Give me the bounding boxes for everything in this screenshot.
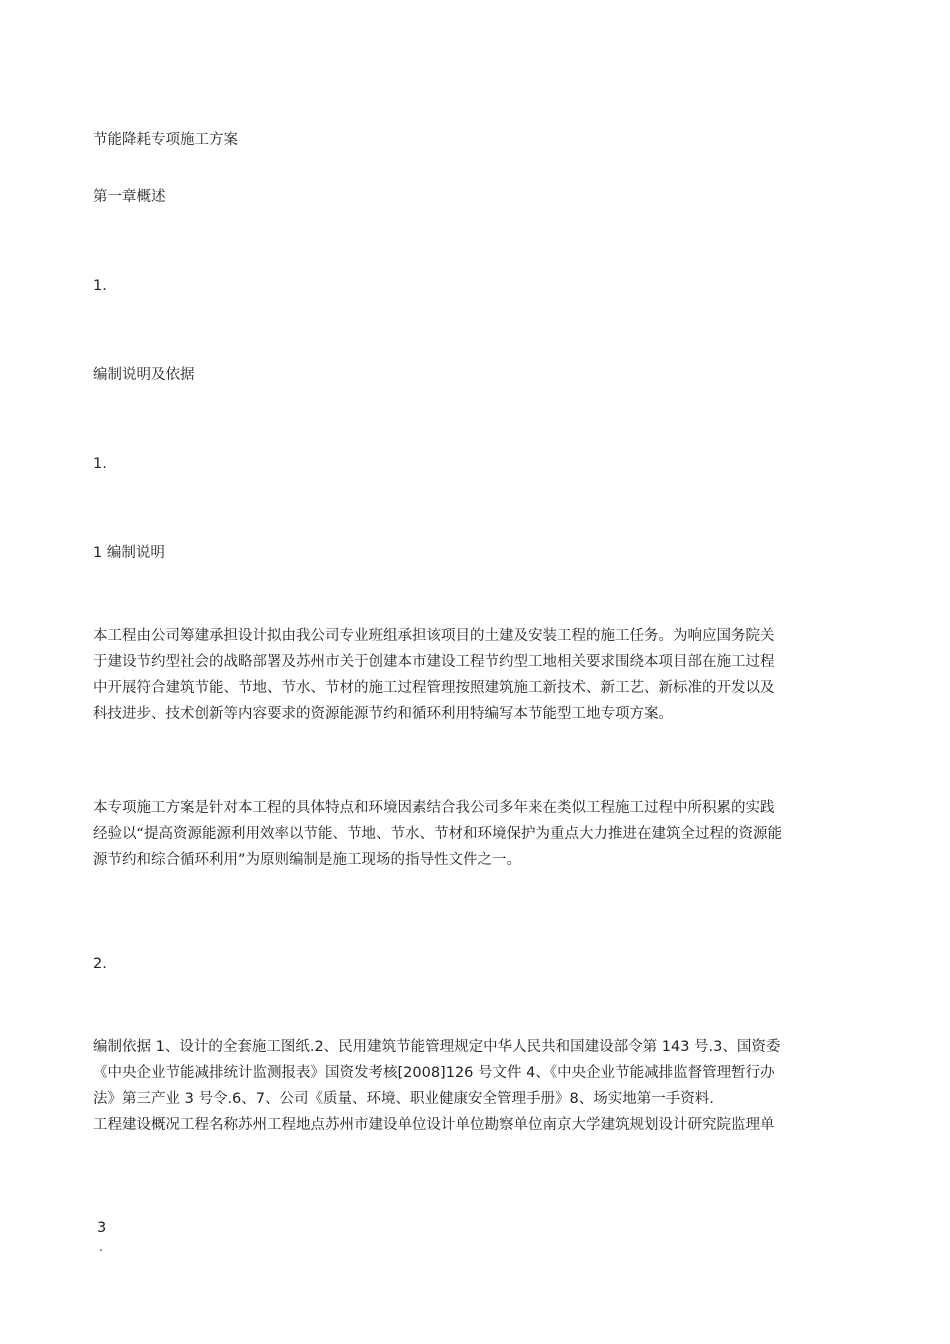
document-title: 节能降耗专项施工方案 — [93, 132, 238, 148]
paragraph-line: 中开展符合建筑节能、节地、节水、节材的施工过程管理按照建筑施工新技术、新工艺、新标准的开发以及 — [93, 680, 775, 696]
paragraph-line: 本工程由公司筹建承担设计拟由我公司专业班组承担该项目的土建及安装工程的施工任务。为响应国务院关 — [93, 628, 775, 644]
paragraph-line: 本专项施工方案是针对本工程的具体特点和环境因素结合我公司多年来在类似工程施工过程中所积累的实践 — [93, 800, 775, 816]
subsection-number: 1. — [93, 456, 107, 472]
subsection-heading: 1 编制说明 — [93, 545, 165, 561]
chapter-heading: 第一章概述 — [93, 189, 166, 205]
paragraph-basis — [93, 1034, 861, 1138]
paragraph-line: 科技进步、技术创新等内容要求的资源能源节约和循环利用特编写本节能型工地专项方案。 — [93, 706, 673, 722]
section-heading: 编制说明及依据 — [93, 367, 195, 383]
paragraph-line: 于建设节约型社会的战略部署及苏州市关于创建本市建设工程节约型工地相关要求围绕本项目部在施工过程 — [93, 654, 775, 670]
paragraph-overview — [93, 623, 861, 727]
paragraph-line: 工程建设概况工程名称苏州工程地点苏州市建设单位设计单位勘察单位南京大学建筑规划设计研究院监理单 — [93, 1117, 775, 1133]
paragraph-purpose — [93, 795, 861, 873]
page-number-dot: . — [99, 1240, 103, 1254]
section-number: 2. — [93, 956, 107, 972]
section-number: 1. — [93, 278, 107, 294]
paragraph-line: 《中央企业节能减排统计监测报表》国资发考核[2008]126 号文件 4、《中央企业节能减排监督管理暂行办 — [93, 1065, 775, 1081]
paragraph-line: 经验以“提高资源能源利用效率以节能、节地、节水、节材和环境保护为重点大力推进在建筑全过程的资源能 — [93, 826, 783, 842]
page-number: 3 — [97, 1220, 107, 1236]
paragraph-line: 源节约和综合循环利用”为原则编制是施工现场的指导性文件之一。 — [93, 852, 522, 868]
paragraph-line: 编制依据 1、设计的全套施工图纸.2、民用建筑节能管理规定中华人民共和国建设部令第 143 号.3、国资委 — [93, 1039, 781, 1055]
paragraph-line: 法》第三产业 3 号令.6、7、公司《质量、环境、职业健康安全管理手册》8、场实地第一手资料. — [93, 1091, 714, 1107]
